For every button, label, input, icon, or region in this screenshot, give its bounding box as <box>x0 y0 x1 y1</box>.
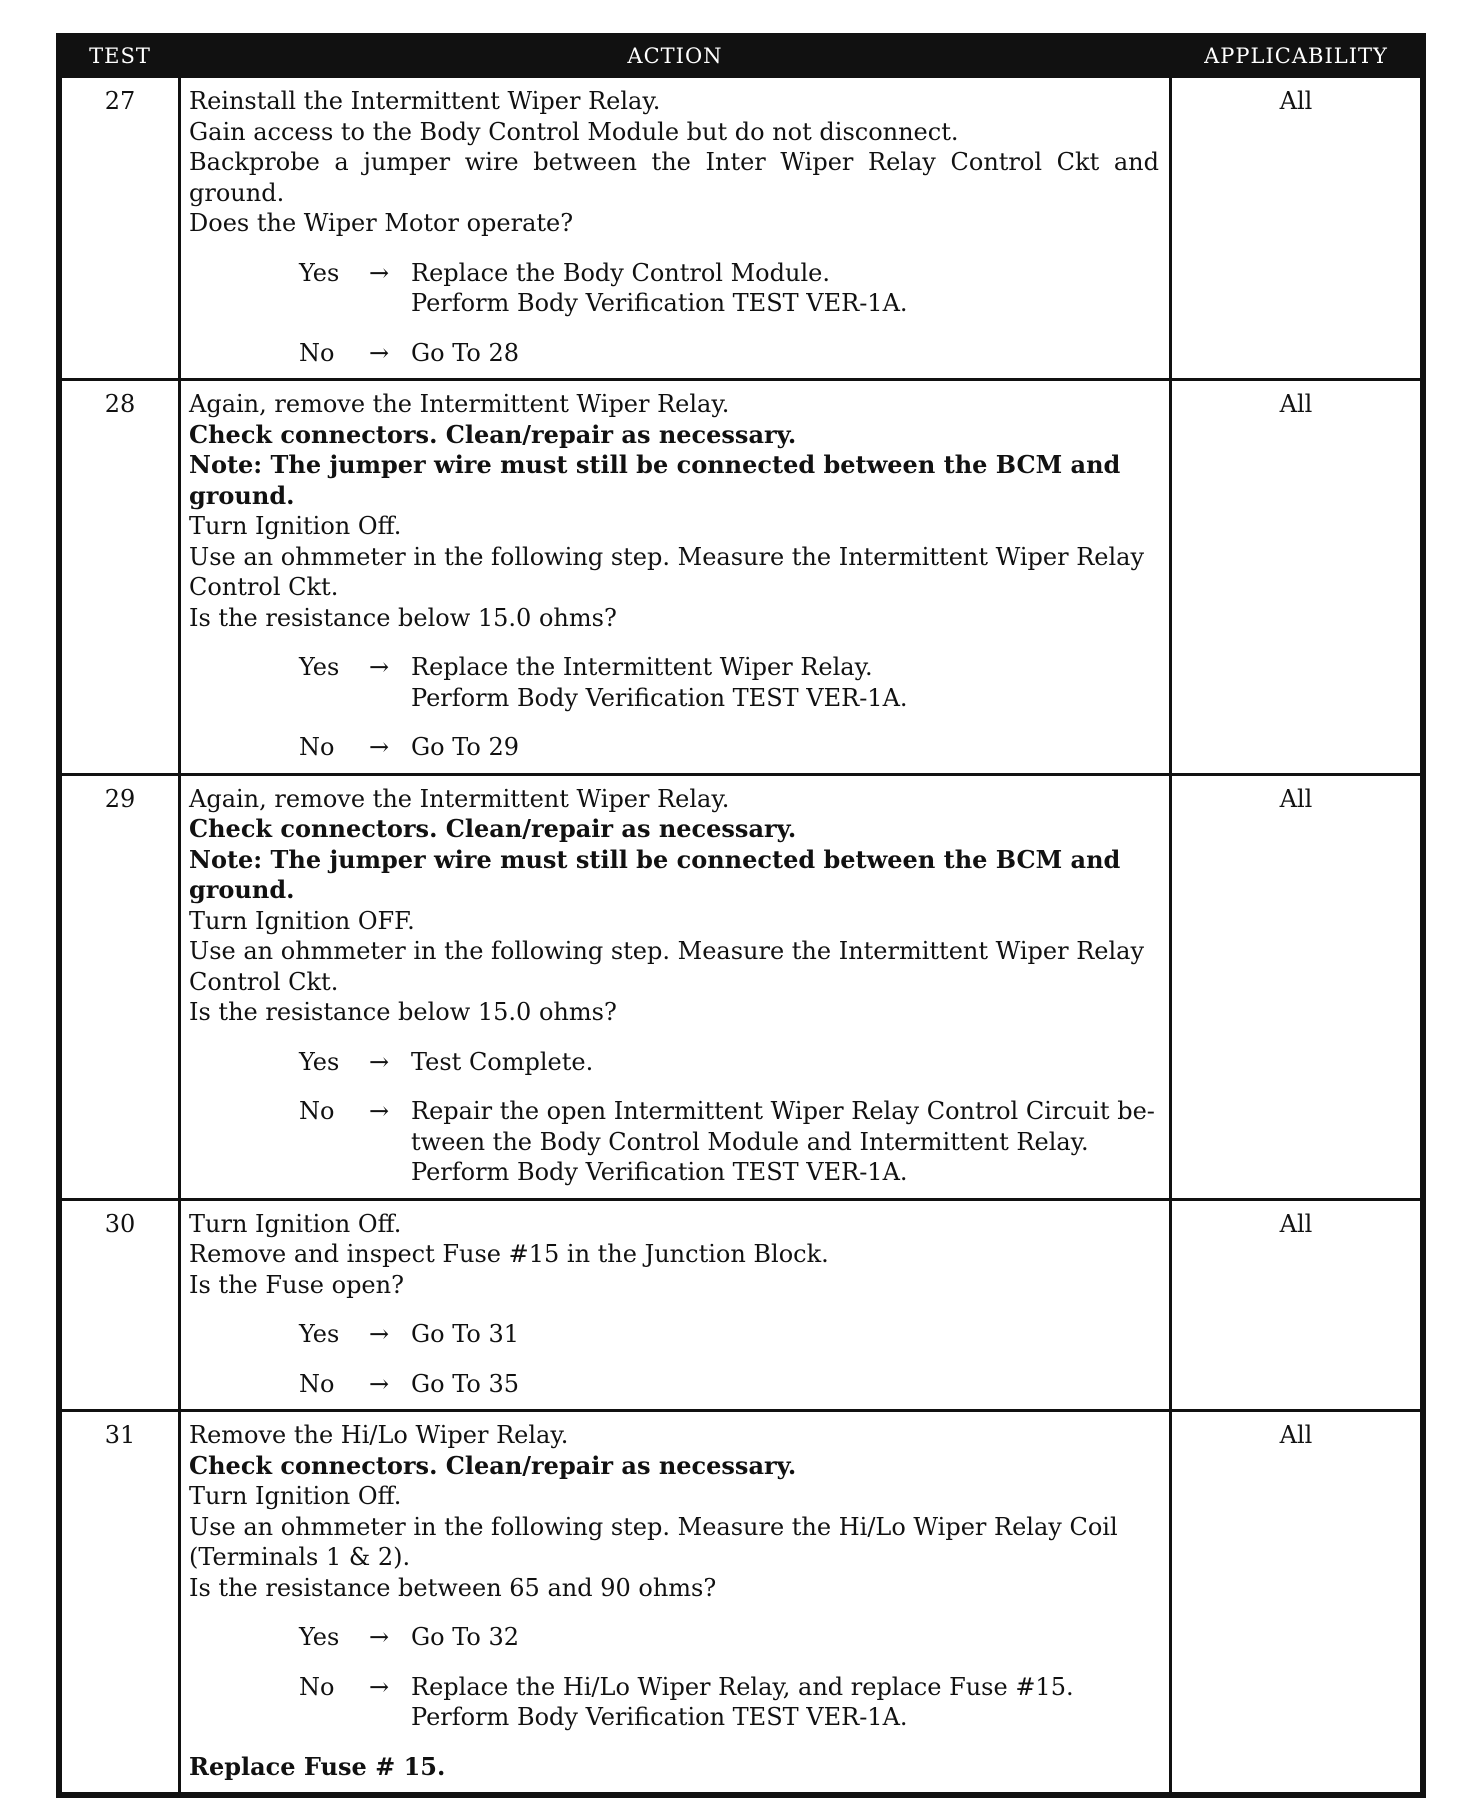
right-arrow-icon: → <box>369 1320 390 1348</box>
action-cell <box>180 380 1171 775</box>
action-note-line: Note: The jumper wire must still be connected between the BCM and <box>189 844 1121 874</box>
action-note-line: Check connectors. Clean/repair as necessary. <box>189 419 797 449</box>
action-step-line: Turn Ignition OFF. <box>189 906 415 935</box>
action-step-line: Turn Ignition Off. <box>189 512 402 540</box>
answer-option-yes <box>189 1319 1159 1350</box>
action-note-line: Note: The jumper wire must still be connected between the BCM and <box>189 450 1121 479</box>
test-number: 31 <box>61 1411 180 1794</box>
action-note-line: Check connectors. Clean/repair as necessary. <box>189 1450 797 1480</box>
diagnostic-table <box>59 36 1423 1795</box>
action-note-line: ground. <box>189 875 295 904</box>
answer-options <box>189 1319 1159 1399</box>
answer-option-yes <box>189 1047 1159 1078</box>
action-step-line: Control Ckt. <box>189 967 339 996</box>
answer-result <box>411 1047 1159 1078</box>
answer-key: Yes <box>299 1320 340 1348</box>
answer-result <box>411 732 1159 763</box>
answer-result <box>411 1319 1159 1350</box>
action-step-line: Is the resistance between 65 and 90 ohms? <box>189 1573 717 1602</box>
answer-key: Yes <box>299 1623 340 1651</box>
answer-option-no <box>189 732 1159 763</box>
answer-key: No <box>299 1097 335 1125</box>
right-arrow-icon: → <box>369 733 390 761</box>
answer-options <box>189 1047 1159 1188</box>
action-step-line: Use an ohmmeter in the following step. Measure the Hi/Lo Wiper Relay Coil <box>189 1512 1118 1541</box>
answer-result-line: Replace the Hi/Lo Wiper Relay, and replace Fuse #15. <box>411 1672 1074 1701</box>
action-step-line: Remove and inspect Fuse #15 in the Junction Block. <box>189 1240 829 1268</box>
action-step-line: Is the resistance below 15.0 ohms? <box>189 603 617 632</box>
action-step-line: Again, remove the Intermittent Wiper Relay. <box>189 390 730 418</box>
answer-option-yes <box>189 652 1159 713</box>
test-number: 27 <box>61 77 180 380</box>
test-number: 28 <box>61 380 180 775</box>
action-step-line: Turn Ignition Off. <box>189 1482 402 1510</box>
answer-key: No <box>299 1672 335 1701</box>
action-step-line: Does the Wiper Motor operate? <box>189 209 574 237</box>
answer-key: Yes <box>299 1047 340 1076</box>
answer-result-line: Replace the Body Control Module. <box>411 258 830 287</box>
answer-option-yes <box>189 1622 1159 1653</box>
action-step-line: Remove the Hi/Lo Wiper Relay. <box>189 1421 569 1449</box>
answer-result <box>411 652 1159 713</box>
action-cell <box>180 1199 1171 1411</box>
diagnostic-table-sheet <box>56 33 1426 1798</box>
answer-result-line: Go To 28 <box>411 338 520 367</box>
table-row <box>61 380 1422 775</box>
answer-result <box>411 1096 1159 1188</box>
answer-option-no <box>189 1096 1159 1188</box>
answer-key: Yes <box>299 653 340 681</box>
answer-result-line: Go To 31 <box>411 1320 520 1348</box>
answer-result-line: tween the Body Control Module and Intermittent Relay. <box>411 1127 1089 1156</box>
action-note-line: ground. <box>189 480 295 510</box>
header-applicability: APPLICABILITY <box>1171 36 1422 77</box>
right-arrow-icon: → <box>369 653 390 681</box>
action-step-line: Is the Fuse open? <box>189 1270 404 1299</box>
action-step-line: Backprobe a jumper wire between the Inter Wiper Relay Control Ckt and ground. <box>189 148 1159 207</box>
applicability-value: All <box>1171 774 1422 1199</box>
test-number: 29 <box>61 774 180 1199</box>
answer-option-no <box>189 1369 1159 1400</box>
answer-result-line: Test Complete. <box>411 1047 594 1076</box>
action-step-line: Use an ohmmeter in the following step. Measure the Intermittent Wiper Relay <box>189 542 1145 571</box>
right-arrow-icon: → <box>369 338 390 367</box>
right-arrow-icon: → <box>369 1672 390 1701</box>
table-row <box>61 774 1422 1199</box>
answer-result-line: Repair the open Intermittent Wiper Relay Control Circuit be- <box>411 1097 1155 1125</box>
action-step-line: Is the resistance below 15.0 ohms? <box>189 998 617 1026</box>
action-cell <box>180 1411 1171 1794</box>
test-number: 30 <box>61 1199 180 1411</box>
action-step-line: Reinstall the Intermittent Wiper Relay. <box>189 87 661 115</box>
answer-result-line: Go To 32 <box>411 1623 520 1651</box>
answer-option-no <box>189 338 1159 369</box>
answer-result-line: Perform Body Verification TEST VER-1A. <box>411 1703 908 1731</box>
action-cell <box>180 77 1171 380</box>
action-step-line: Turn Ignition Off. <box>189 1209 402 1238</box>
action-step-line: Control Ckt. <box>189 573 339 601</box>
table-row <box>61 77 1422 380</box>
table-row <box>61 1411 1422 1794</box>
answer-option-yes <box>189 258 1159 319</box>
answer-result <box>411 1672 1159 1733</box>
table-header-row <box>61 36 1422 77</box>
answer-option-no <box>189 1672 1159 1733</box>
table-body <box>61 77 1422 1794</box>
answer-result-line: Perform Body Verification TEST VER-1A. <box>411 683 908 712</box>
answer-result-line: Replace the Intermittent Wiper Relay. <box>411 653 873 681</box>
answer-key: Yes <box>299 258 340 287</box>
answer-result-line: Perform Body Verification TEST VER-1A. <box>411 1158 908 1186</box>
action-note-line: Check connectors. Clean/repair as necessary. <box>189 814 797 843</box>
right-arrow-icon: → <box>369 1623 390 1651</box>
applicability-value: All <box>1171 77 1422 380</box>
header-action: ACTION <box>180 36 1171 77</box>
answer-result-line: Perform Body Verification TEST VER-1A. <box>411 289 908 317</box>
action-step-line: Gain access to the Body Control Module but do not disconnect. <box>189 117 959 146</box>
right-arrow-icon: → <box>369 258 390 287</box>
applicability-value: All <box>1171 1411 1422 1794</box>
action-cell <box>180 774 1171 1199</box>
answer-result <box>411 1369 1159 1400</box>
table-row <box>61 1199 1422 1411</box>
answer-result <box>411 1622 1159 1653</box>
right-arrow-icon: → <box>369 1097 390 1125</box>
answer-key: No <box>299 733 335 761</box>
action-step-line: Use an ohmmeter in the following step. Measure the Intermittent Wiper Relay <box>189 937 1145 965</box>
answer-options <box>189 1622 1159 1733</box>
applicability-value: All <box>1171 1199 1422 1411</box>
answer-options <box>189 652 1159 763</box>
answer-key: No <box>299 1369 335 1398</box>
answer-result-line: Go To 35 <box>411 1369 520 1398</box>
answer-result <box>411 338 1159 369</box>
applicability-value: All <box>1171 380 1422 775</box>
answer-result <box>411 258 1159 319</box>
closing-instruction: Replace Fuse # 15. <box>189 1751 446 1781</box>
answer-options <box>189 258 1159 369</box>
answer-key: No <box>299 338 335 367</box>
action-step-line: Again, remove the Intermittent Wiper Relay. <box>189 784 730 813</box>
header-test: TEST <box>61 36 180 77</box>
answer-result-line: Go To 29 <box>411 733 520 761</box>
right-arrow-icon: → <box>369 1047 390 1076</box>
right-arrow-icon: → <box>369 1369 390 1398</box>
action-step-line: (Terminals 1 & 2). <box>189 1543 411 1571</box>
